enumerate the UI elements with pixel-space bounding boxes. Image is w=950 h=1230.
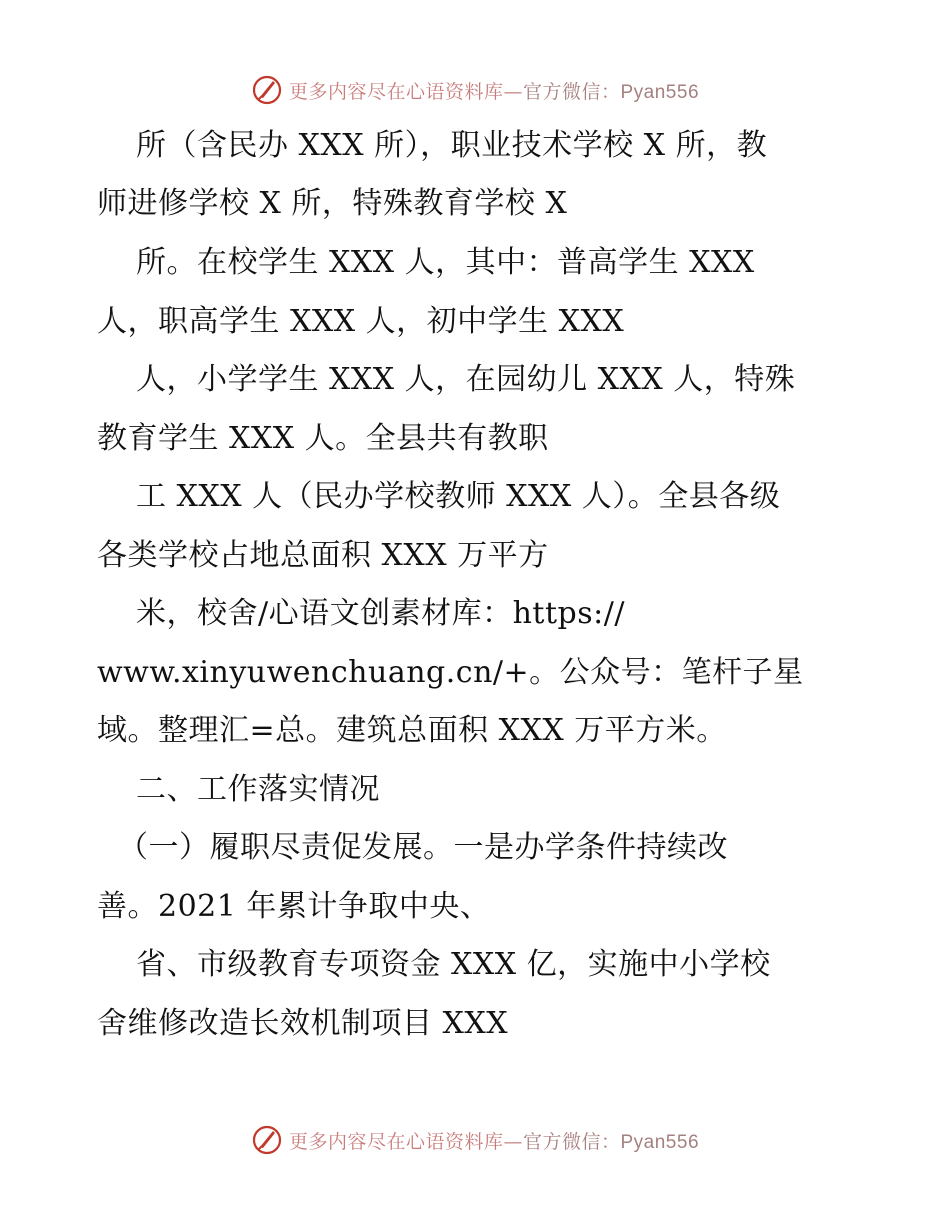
body-line: 所。在校学生 XXX 人，其中：普高学生 XXX — [136, 245, 755, 280]
body-line: www.xinyuwenchuang.cn/+。公众号：笔杆子星 — [97, 655, 804, 690]
quill-pen-logo-icon — [251, 1124, 283, 1156]
header-account: Pyan556 — [620, 81, 700, 103]
body-line: 域。整理汇=总。建筑总面积 XXX 万平方米。 — [97, 713, 727, 748]
footer-brand: 更多内容尽在心语资料库 — [288, 1130, 504, 1153]
body-line: 所（含民办 XXX 所），职业技术学校 X 所，教 — [136, 128, 768, 163]
footer-banner — [0, 1122, 950, 1158]
body-line: 人，职高学生 XXX 人，初中学生 XXX — [97, 304, 625, 339]
body-line: 省、市级教育专项资金 XXX 亿，实施中小学校 — [136, 947, 771, 982]
footer-text — [289, 1127, 699, 1154]
body-line: 米，校舍/心语文创素材库：https:// — [136, 596, 625, 631]
body-line: 舍维修改造长效机制项目 XXX — [97, 1006, 509, 1041]
footer-separator: — — [503, 1130, 523, 1153]
header-brand: 更多内容尽在心语资料库 — [288, 80, 504, 103]
quill-pen-logo-icon — [251, 74, 283, 106]
body-line: 教育学生 XXX 人。全县共有教职 — [97, 421, 549, 456]
header-text — [289, 77, 699, 104]
body-line: 师进修学校 X 所，特殊教育学校 X — [97, 186, 568, 221]
body-line: 人，小学学生 XXX 人，在园幼儿 XXX 人，特殊 — [136, 362, 796, 397]
header-banner — [0, 72, 950, 108]
header-separator: — — [503, 80, 523, 103]
footer-wechat-label: 官方微信： — [522, 1130, 621, 1153]
body-line: 善。2021 年累计争取中央、 — [97, 889, 491, 924]
body-line: （一）履职尽责促发展。一是办学条件持续改 — [118, 830, 728, 865]
header-wechat-label: 官方微信： — [522, 80, 621, 103]
section-heading: 二、工作落实情况 — [136, 772, 380, 807]
body-line: 各类学校占地总面积 XXX 万平方 — [97, 538, 549, 573]
body-line: 工 XXX 人（民办学校教师 XXX 人）。全县各级 — [136, 479, 781, 514]
footer-account: Pyan556 — [620, 1131, 700, 1153]
